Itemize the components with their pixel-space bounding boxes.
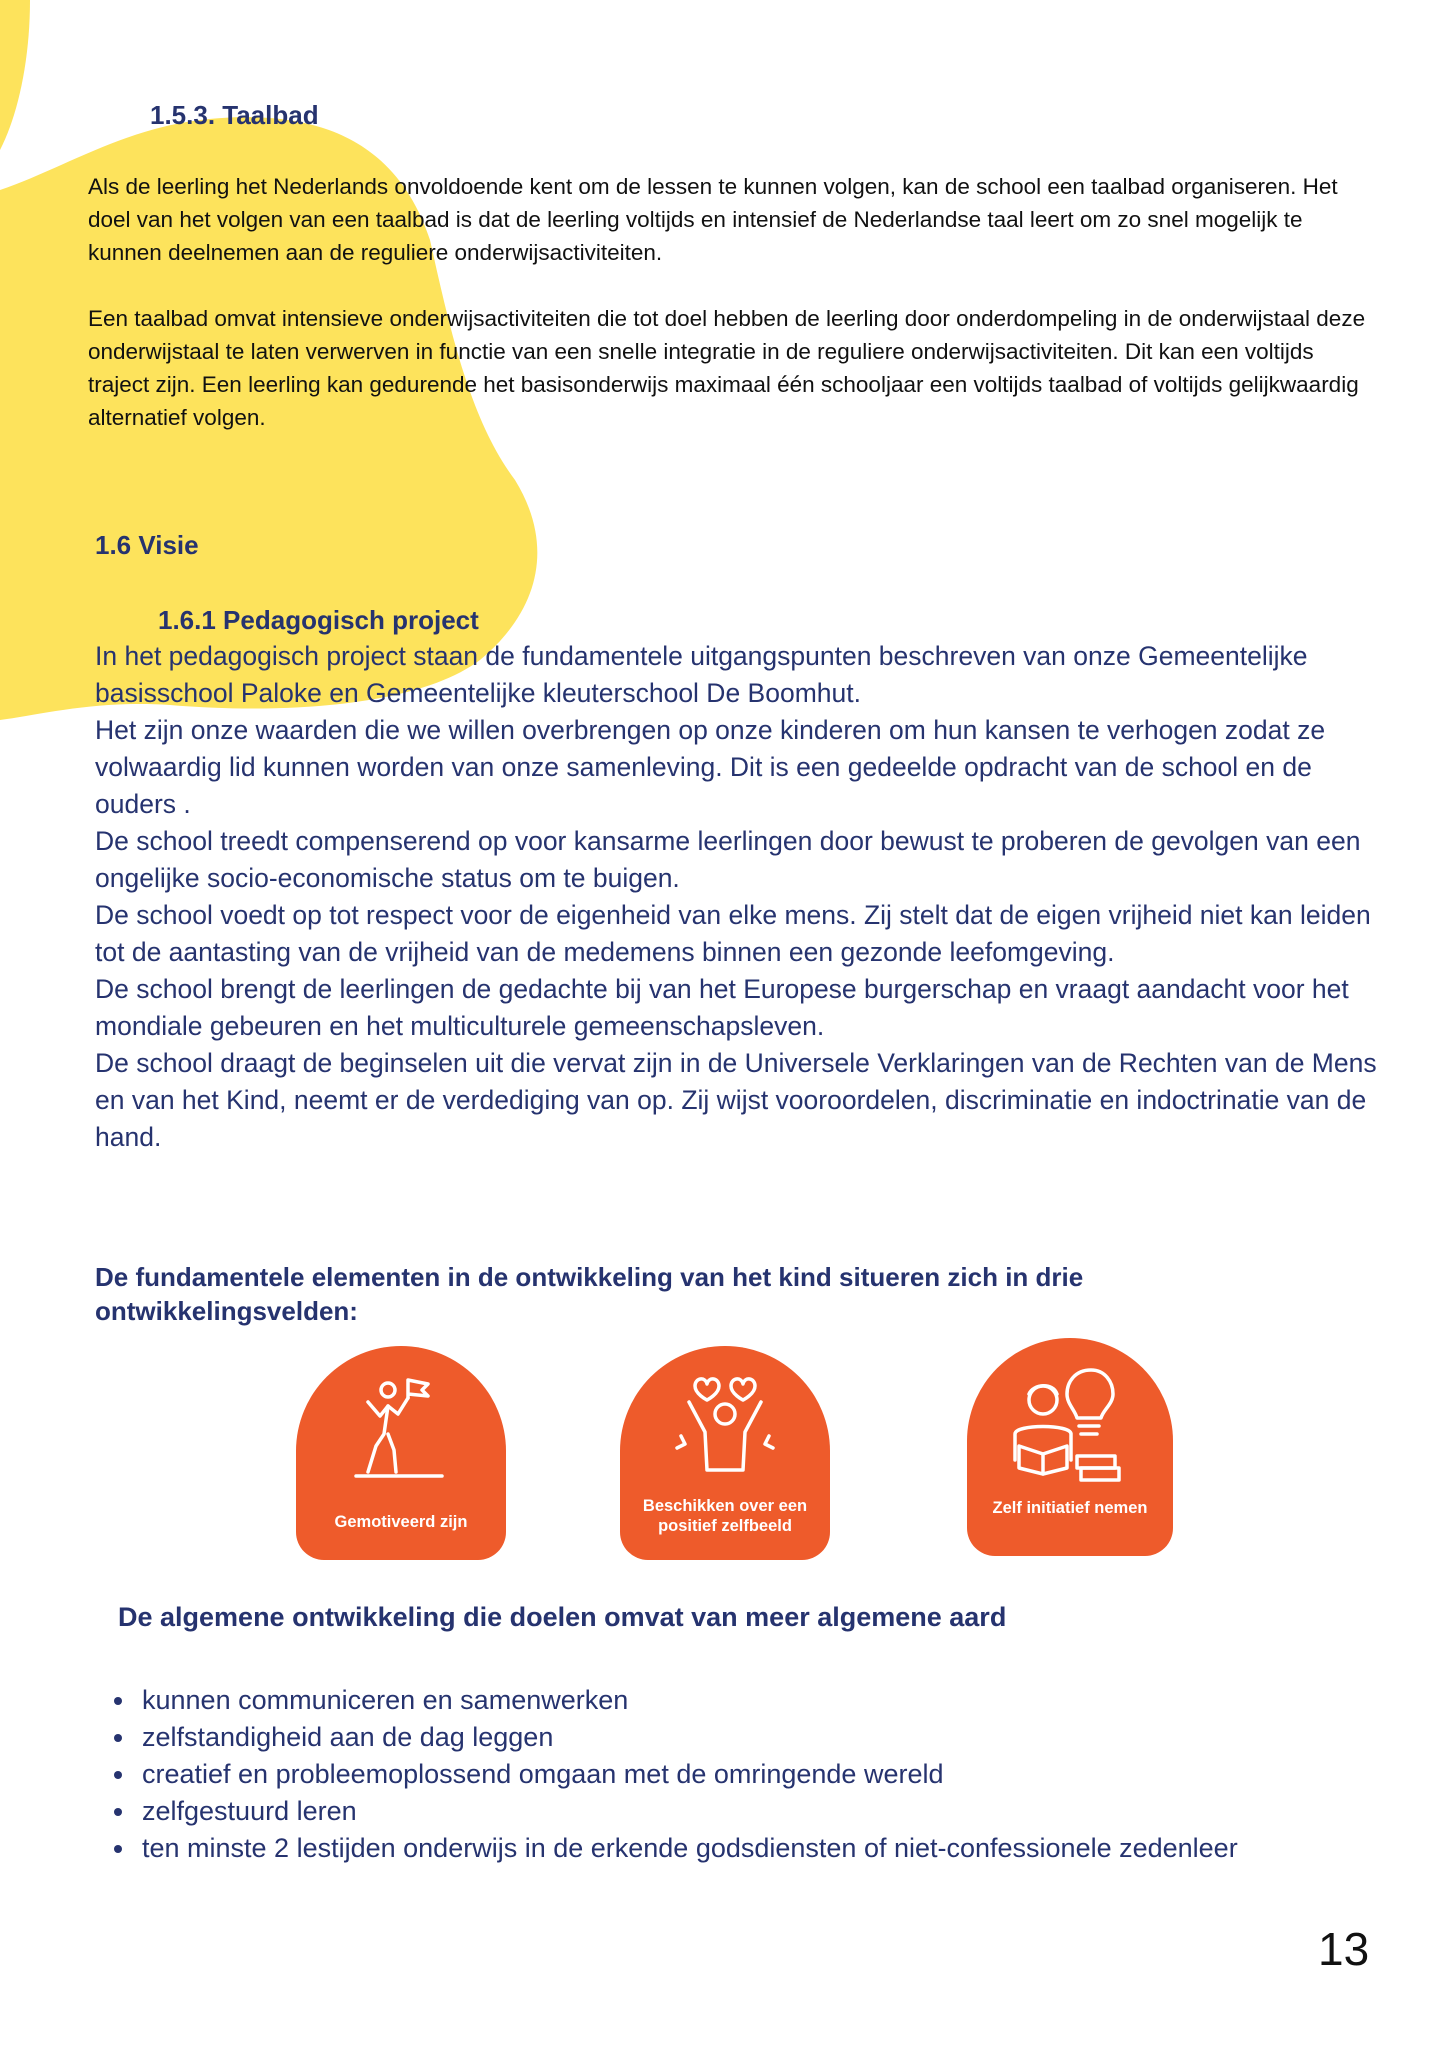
project-paragraph-1: In het pedagogisch project staan de fundamentele uitgangspunten beschreven van onze Gemeentelijke basisschool Paloke en Gemeentelijke kleuterschool De Boomhut. [95, 641, 1308, 708]
bullet-dot [114, 1697, 122, 1705]
list-item [108, 1830, 1428, 1867]
list-item [108, 1682, 1428, 1719]
project-paragraph-3: De school treedt compenserend op voor kansarme leerlingen door bewust te proberen de gevolgen van een ongelijke socio-economische status om te buigen. [95, 826, 1361, 893]
taalbad-paragraph-1: Als de leerling het Nederlands onvoldoende kent om de lessen te kunnen volgen, kan de school een taalbad organiseren. Het doel van het volgen van een taalbad is dat de leerling voltijds en intensief de Nederlandse taal leert om zo snel mogelijk te kunnen deelnemen aan de reguliere onderwijsactiviteiten. [88, 174, 1338, 265]
card-zelf-initiatief [967, 1338, 1173, 1556]
project-paragraph-4: De school voedt op tot respect voor de eigenheid van elke mens. Zij stelt dat de eigen vrijheid niet kan leiden tot de aantasting van de vrijheid van de medemens binnen een gezonde leefomgeving. [95, 900, 1371, 967]
bullet-dot [114, 1734, 122, 1742]
card-label: Gemotiveerd zijn [334, 1513, 468, 1531]
card-positief-zelfbeeld [620, 1346, 830, 1560]
section-heading-pedagogisch-project: 1.6.1 Pedagogisch project [158, 605, 479, 635]
general-development-list [108, 1682, 1428, 1867]
cheering-person-hearts-icon [665, 1366, 785, 1486]
pedagogisch-project-content [95, 638, 1395, 1156]
bullet-dot [114, 1808, 122, 1816]
page-number: 13 [1318, 1923, 1370, 1975]
taalbad-paragraph-2: Een taalbad omvat intensieve onderwijsactiviteiten die tot doel hebben de leerling door onderdompeling in de onderwijstaal deze onderwijstaal te laten verwerven in functie van een snelle integratie in de reguliere onderwijsactiviteiten. Dit kan een voltijds traject zijn. Een leerling kan gedurende het basisonderwijs maximaal één schooljaar een voltijds taalbad of voltijds gelijkwaardig alternatief volgen. [88, 306, 1366, 430]
list-item-text: ten minste 2 lestijden onderwijs in de erkende godsdiensten of niet-confessionele zedenleer [142, 1833, 1238, 1863]
list-item [108, 1719, 1428, 1756]
card-label: Beschikken over een positief zelfbeeld [642, 1497, 808, 1535]
section-heading-taalbad: 1.5.3. Taalbad [150, 100, 319, 130]
list-item-text: zelfstandigheid aan de dag leggen [142, 1722, 554, 1752]
card-gemotiveerd-zijn [296, 1346, 506, 1560]
bullet-dot [114, 1771, 122, 1779]
general-development-heading: De algemene ontwikkeling die doelen omvat van meer algemene aard [118, 1602, 1007, 1632]
fundamental-elements-heading: De fundamentele elementen in de ontwikkeling van het kind situeren zich in drie ontwikkelingsvelden: [95, 1262, 1084, 1326]
bullet-dot [114, 1845, 122, 1853]
taalbad-content [88, 170, 1378, 434]
project-paragraph-6: De school draagt de beginselen uit die vervat zijn in de Universele Verklaringen van de Rechten van de Mens en van het Kind, neemt er de verdediging van op. Zij wijst vooroordelen, discriminatie en indoctrinatie van de hand. [95, 1048, 1377, 1152]
list-item [108, 1756, 1428, 1793]
reading-child-lightbulb-icon [1005, 1364, 1135, 1484]
list-item-text: creatief en probleemoplossend omgaan met de omringende wereld [142, 1759, 944, 1789]
project-paragraph-5: De school brengt de leerlingen de gedachte bij van het Europese burgerschap en vraagt aandacht voor het mondiale gebeuren en het multiculturele gemeenschapsleven. [95, 974, 1349, 1041]
list-item [108, 1793, 1428, 1830]
section-heading-visie: 1.6 Visie [95, 530, 199, 560]
card-label: Zelf initiatief nemen [992, 1499, 1148, 1517]
project-paragraph-2: Het zijn onze waarden die we willen overbrengen op onze kinderen om hun kansen te verhogen zodat ze volwaardig lid kunnen worden van onze samenleving. Dit is een gedeelde opdracht van de school en de ouders . [95, 715, 1326, 819]
summit-flag-icon [346, 1376, 456, 1486]
list-item-text: zelfgestuurd leren [142, 1796, 357, 1826]
list-item-text: kunnen communiceren en samenwerken [142, 1685, 629, 1715]
